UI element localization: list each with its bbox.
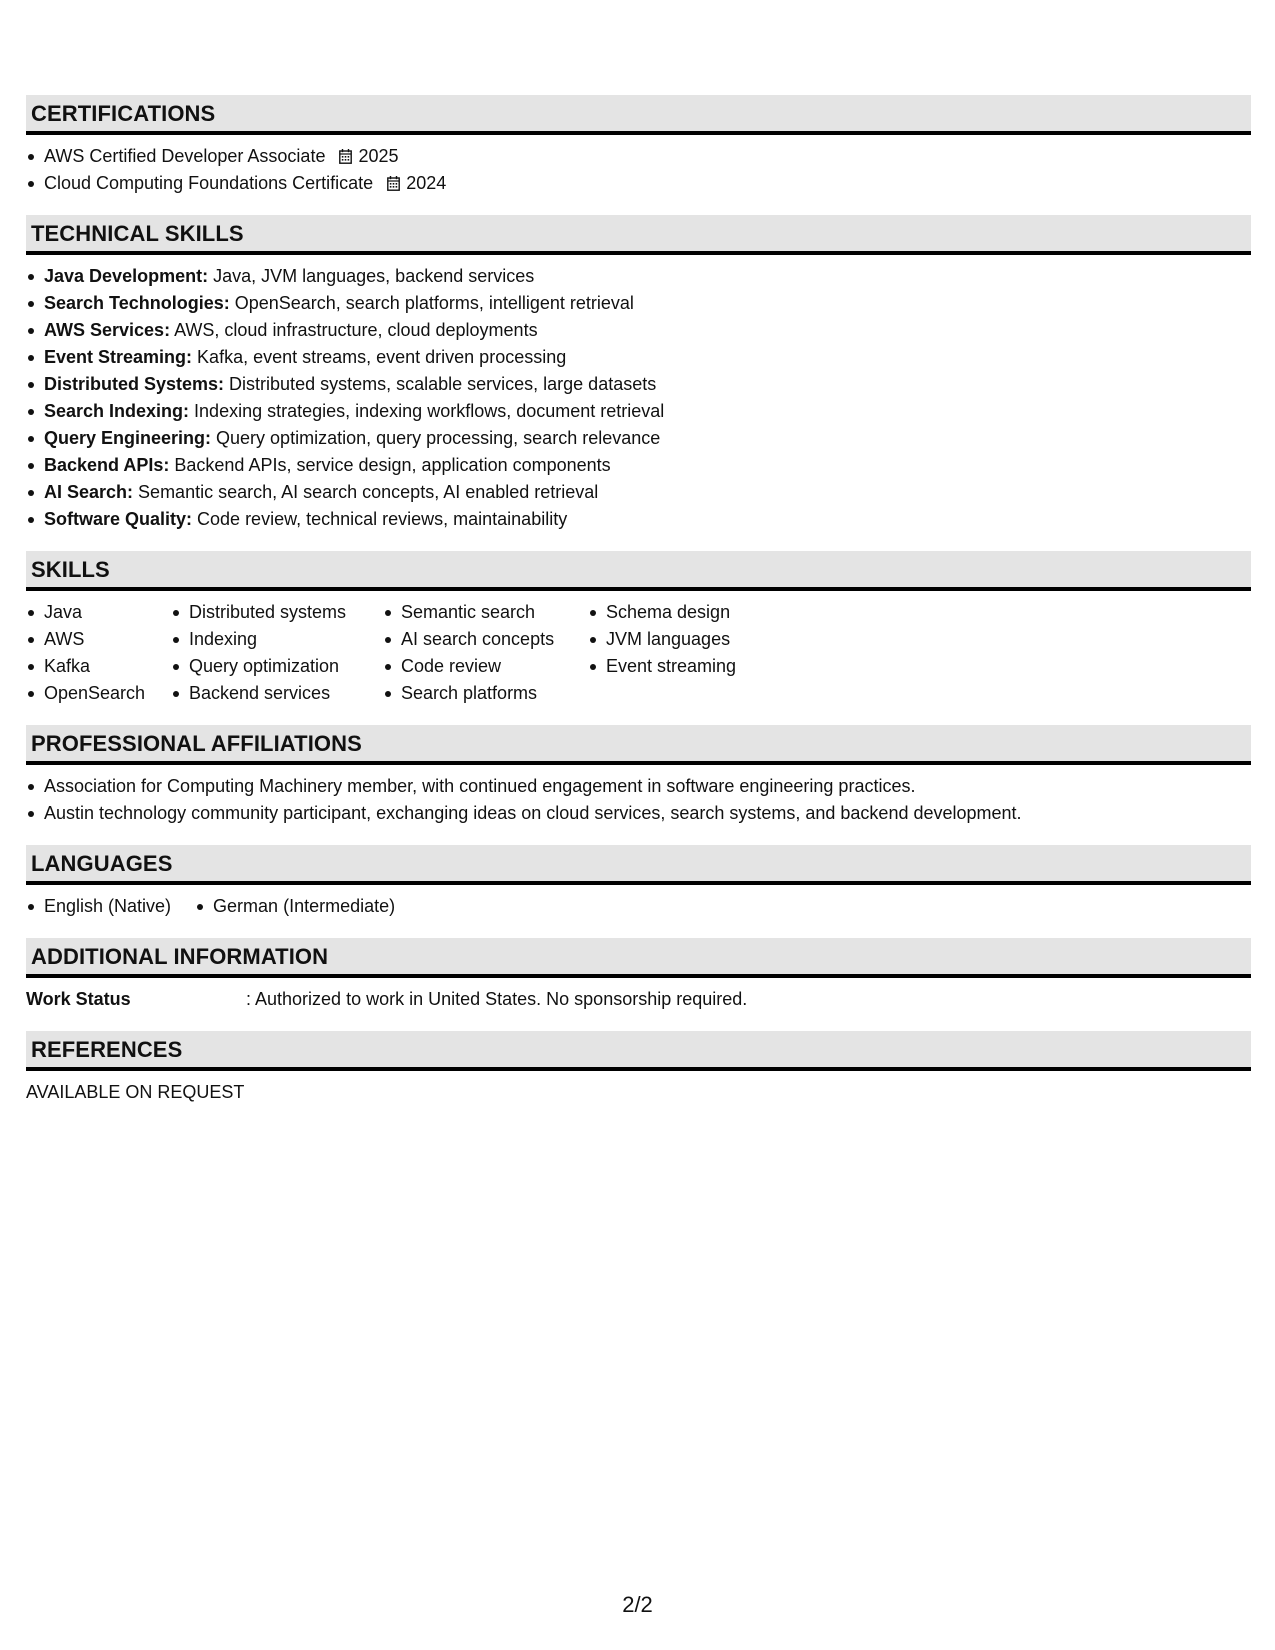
list-item: Java — [26, 599, 171, 626]
references-text: AVAILABLE ON REQUEST — [26, 1082, 245, 1102]
affiliations-list — [26, 765, 1251, 827]
work-status-value: : Authorized to work in United States. No sponsorship required. — [246, 989, 748, 1009]
references-section — [26, 1031, 1251, 1106]
skill-detail: OpenSearch, search platforms, intelligent retrieval — [229, 293, 634, 313]
list-item: Association for Computing Machinery member, with continued engagement in software engineering practices. — [26, 773, 1251, 800]
list-item: OpenSearch — [26, 680, 171, 707]
list-item — [26, 170, 1251, 197]
skill-category: Software Quality: — [44, 509, 193, 529]
list-item — [26, 290, 1251, 317]
list-item — [26, 143, 1251, 170]
list-item: Backend services — [171, 680, 383, 707]
skill-category: Search Technologies: — [44, 293, 230, 313]
section-title: SKILLS — [26, 551, 1251, 591]
skill-category: Search Indexing: — [44, 401, 190, 421]
list-item: Distributed systems — [171, 599, 383, 626]
skill-category: Backend APIs: — [44, 455, 170, 475]
list-item: Search platforms — [383, 680, 588, 707]
additional-info-section — [26, 938, 1251, 1013]
page-number: 2/2 — [622, 1592, 653, 1617]
list-item — [26, 425, 1251, 452]
technical-skills-section — [26, 215, 1251, 533]
list-item: Kafka — [26, 653, 171, 680]
skill-detail: Query optimization, query processing, search relevance — [211, 428, 661, 448]
certifications-list — [26, 135, 1251, 197]
list-item: German (Intermediate) — [195, 893, 395, 920]
skills-section — [26, 551, 1251, 707]
list-item — [26, 452, 1251, 479]
list-item — [26, 479, 1251, 506]
skill-detail: Backend APIs, service design, application components — [169, 455, 611, 475]
certification-year: 2025 — [358, 146, 399, 166]
skill-category: Event Streaming: — [44, 347, 193, 367]
list-item: Event streaming — [588, 653, 788, 680]
list-item — [26, 371, 1251, 398]
section-title: TECHNICAL SKILLS — [26, 215, 1251, 255]
certification-name: AWS Certified Developer Associate — [44, 146, 326, 166]
list-item: English (Native) — [26, 893, 171, 920]
skills-column — [171, 599, 383, 707]
list-item: Query optimization — [171, 653, 383, 680]
skill-category: AWS Services: — [44, 320, 171, 340]
skill-detail: Indexing strategies, indexing workflows, document retrieval — [189, 401, 665, 421]
list-item — [26, 317, 1251, 344]
list-item — [26, 398, 1251, 425]
skill-category: Java Development: — [44, 266, 209, 286]
calendar-icon — [339, 149, 352, 164]
calendar-icon — [387, 176, 400, 191]
skills-column — [383, 599, 588, 707]
skills-column — [588, 599, 788, 707]
certification-year: 2024 — [406, 173, 447, 193]
skill-category: AI Search: — [44, 482, 134, 502]
list-item — [26, 263, 1251, 290]
section-title: REFERENCES — [26, 1031, 1251, 1071]
languages-section — [26, 845, 1251, 920]
section-title: LANGUAGES — [26, 845, 1251, 885]
list-item: Indexing — [171, 626, 383, 653]
skill-detail: Code review, technical reviews, maintainability — [192, 509, 568, 529]
certifications-section — [26, 95, 1251, 197]
list-item — [26, 506, 1251, 533]
skills-column — [26, 599, 171, 707]
skill-category: Query Engineering: — [44, 428, 212, 448]
technical-skills-list — [26, 255, 1251, 533]
list-item: Schema design — [588, 599, 788, 626]
skill-category: Distributed Systems: — [44, 374, 225, 394]
skill-detail: AWS, cloud infrastructure, cloud deployments — [170, 320, 538, 340]
skill-detail: Java, JVM languages, backend services — [208, 266, 535, 286]
list-item: Semantic search — [383, 599, 588, 626]
section-title: ADDITIONAL INFORMATION — [26, 938, 1251, 978]
list-item: Code review — [383, 653, 588, 680]
skill-detail: Kafka, event streams, event driven processing — [192, 347, 567, 367]
skill-detail: Distributed systems, scalable services, large datasets — [224, 374, 657, 394]
skills-grid — [26, 591, 1251, 707]
list-item: JVM languages — [588, 626, 788, 653]
section-title: PROFESSIONAL AFFILIATIONS — [26, 725, 1251, 765]
section-title: CERTIFICATIONS — [26, 95, 1251, 135]
list-item — [26, 344, 1251, 371]
work-status-row — [26, 978, 1251, 1013]
list-item: AWS — [26, 626, 171, 653]
languages-list — [26, 885, 1251, 920]
list-item: AI search concepts — [383, 626, 588, 653]
list-item: Austin technology community participant, exchanging ideas on cloud services, search systems, and backend development. — [26, 800, 1251, 827]
work-status-label: Work Status — [26, 989, 131, 1009]
certification-name: Cloud Computing Foundations Certificate — [44, 173, 374, 193]
affiliations-section — [26, 725, 1251, 827]
resume-page — [26, 95, 1251, 1124]
skill-detail: Semantic search, AI search concepts, AI enabled retrieval — [133, 482, 599, 502]
